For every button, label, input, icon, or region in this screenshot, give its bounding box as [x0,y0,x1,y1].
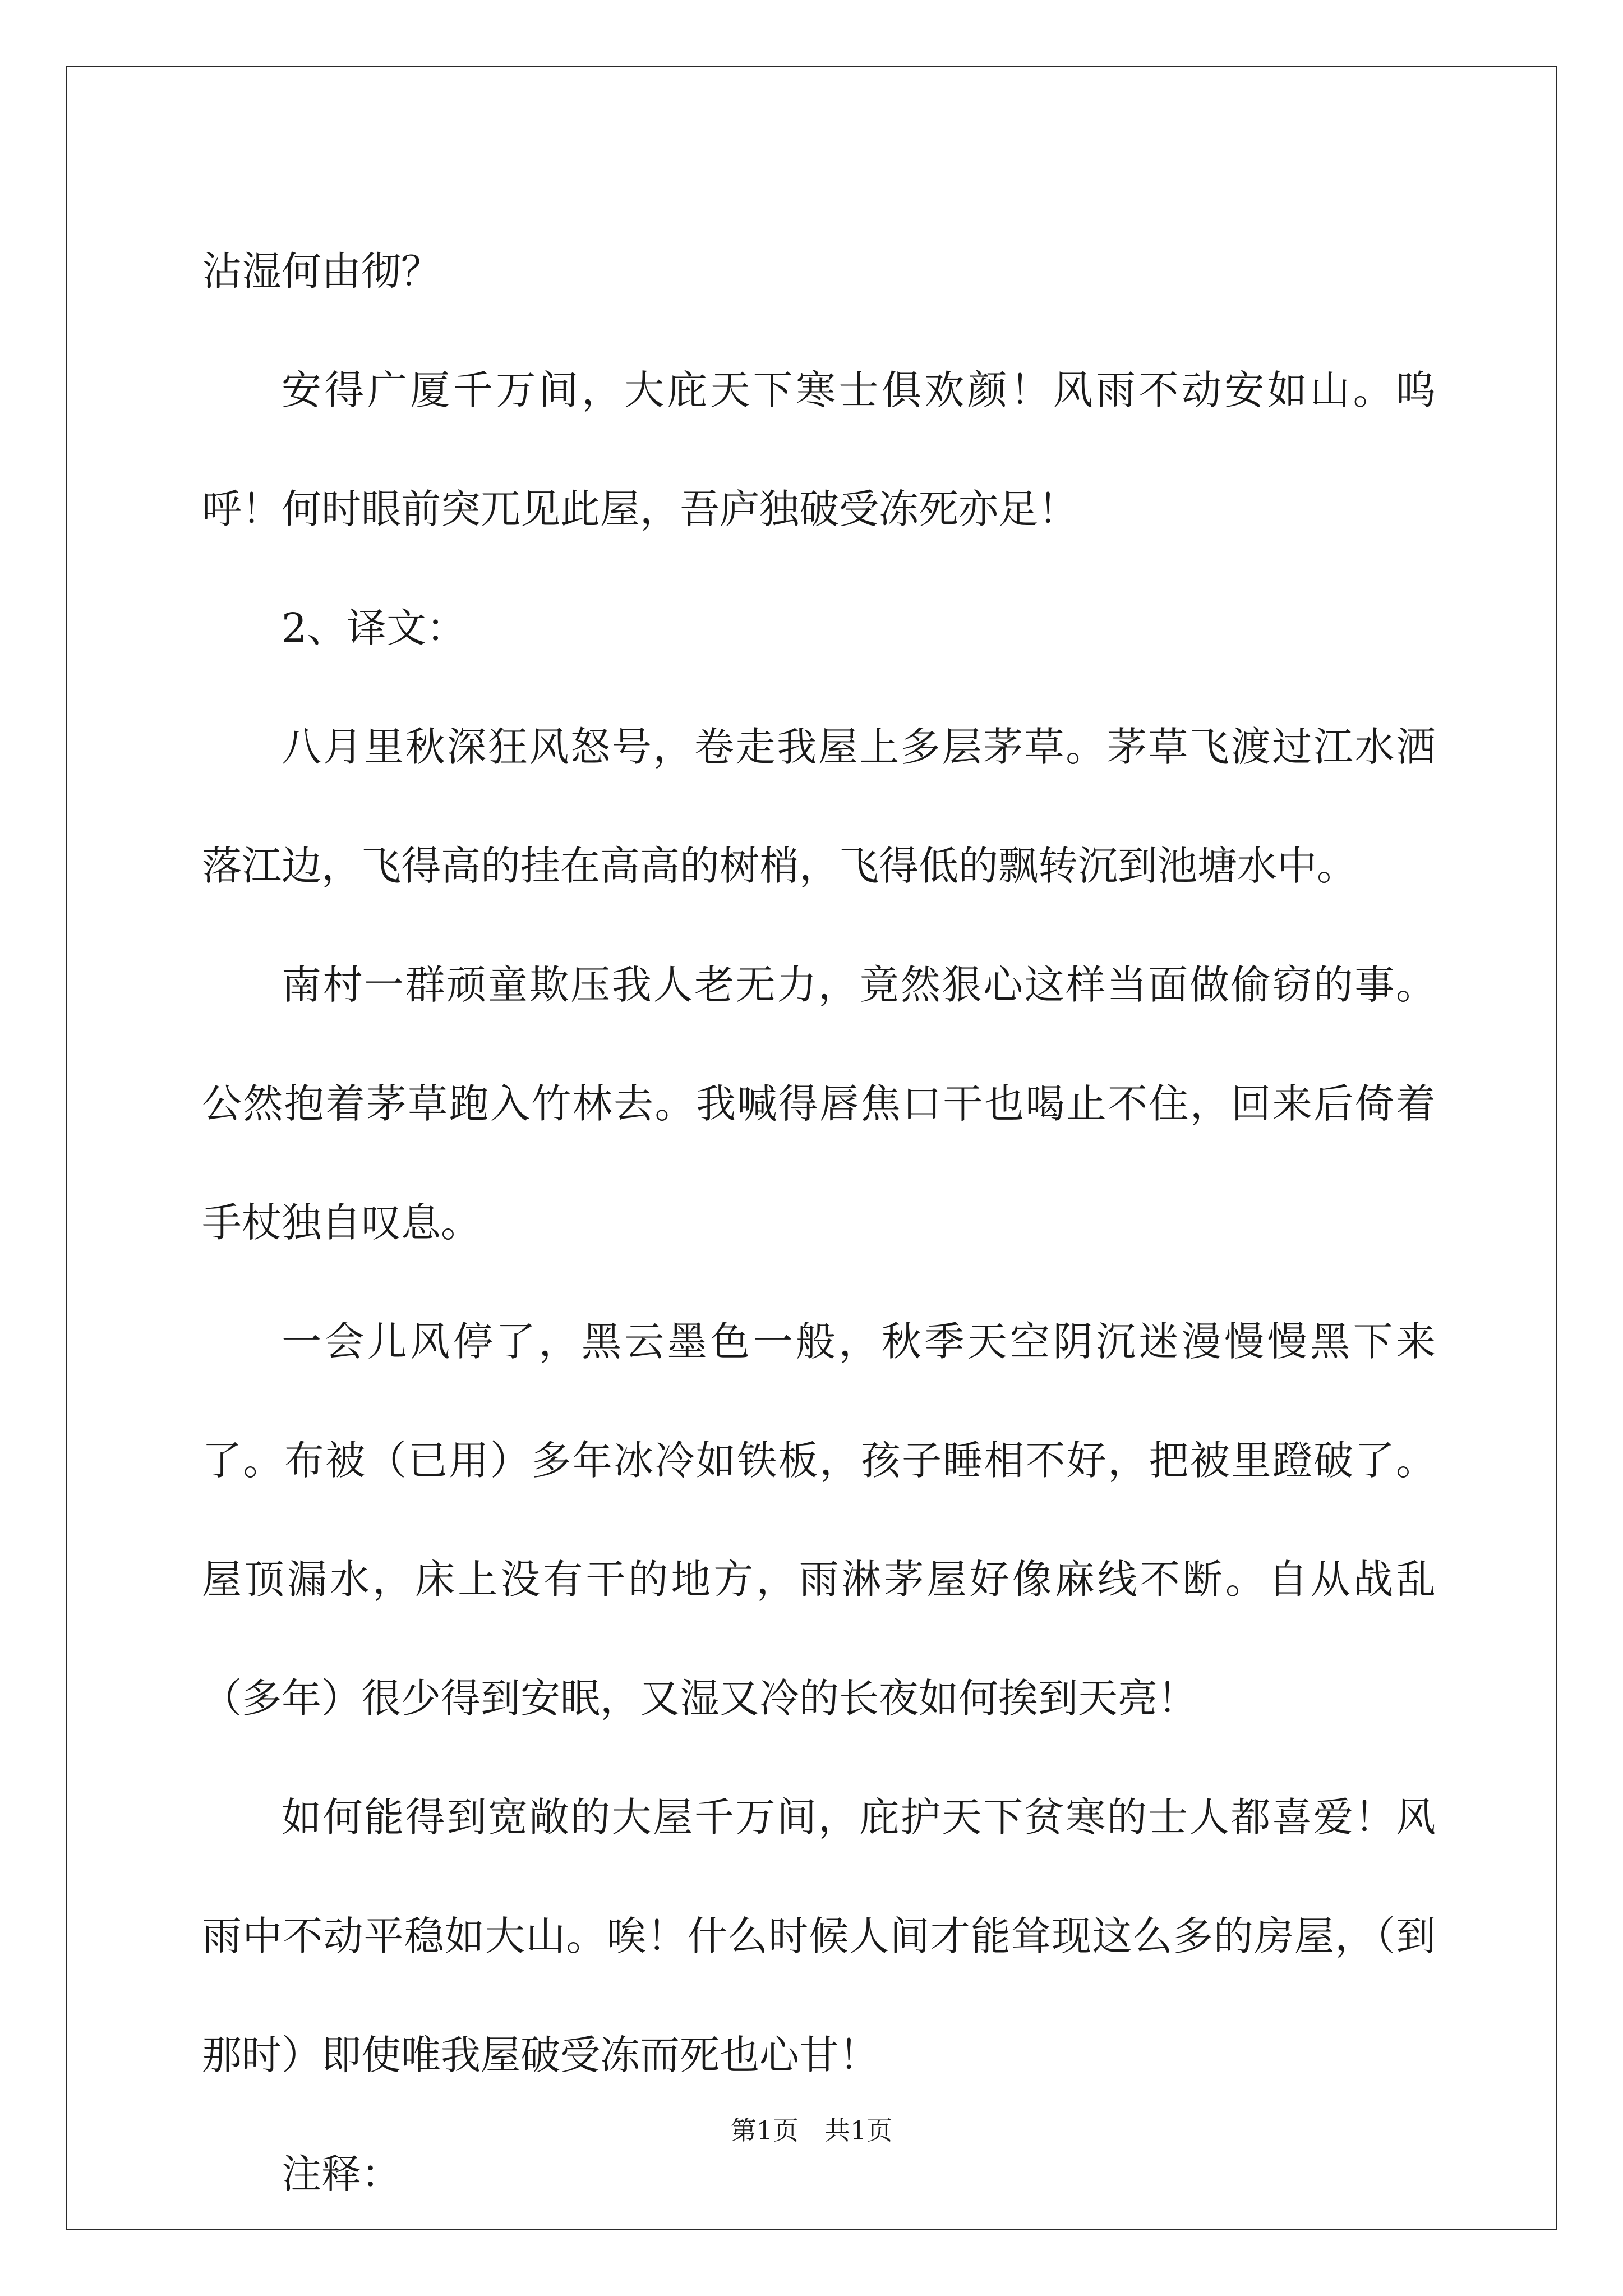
paragraph: 安得广厦千万间，大庇天下寒士俱欢颜！风雨不动安如山。呜呼！何时眼前突兀见此屋，吾庐独破受冻死亦足！ [202,367,1436,532]
paragraph: 如何能得到宽敞的大屋千万间，庇护天下贫寒的士人都喜爱！风雨中不动平稳如大山。唉！什么时候人间才能耸现这么多的房屋，（到那时）即使唯我屋破受冻而死也心甘！ [202,1794,1436,2078]
document-body [202,212,1436,2234]
paragraph: 八月里秋深狂风怒号，卷走我屋上多层茅草。茅草飞渡过江水洒落江边，飞得高的挂在高高的树梢，飞得低的飘转沉到池塘水中。 [202,724,1436,889]
section-heading: 注释： [282,2151,402,2197]
paragraph: 沾湿何由彻？ [202,248,441,295]
section-heading: 2、译文： [282,605,467,651]
paragraph: 南村一群顽童欺压我人老无力，竟然狠心这样当面做偷窃的事。公然抱着茅草跑入竹林去。我喊得唇焦口干也喝止不住，回来后倚着手杖独自叹息。 [202,961,1436,1246]
paragraph: 一会儿风停了，黑云墨色一般，秋季天空阴沉迷漫慢慢黑下来了。布被（已用）多年冰冷如铁板，孩子睡相不好，把被里蹬破了。屋顶漏水，床上没有干的地方，雨淋茅屋好像麻线不断。自从战乱（多年）很少得到安眠，又湿又冷的长夜如何挨到天亮！ [202,1318,1436,1722]
page-number: 第1页 共1页 [730,2115,893,2146]
